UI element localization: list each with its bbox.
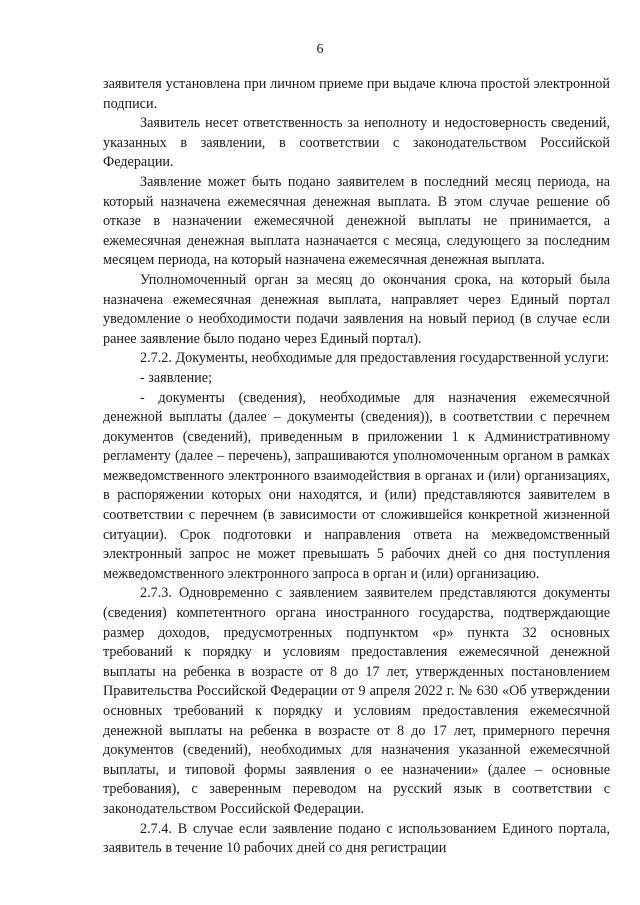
paragraph-continuation: заявителя установлена при личном приеме при выдаче ключа простой электронной подписи. (103, 76, 610, 112)
page-number: 6 (316, 42, 324, 57)
list-item-application: - заявление; (140, 369, 213, 386)
paragraph-responsibility: Заявитель несет ответственность за неполноту и недостоверность сведений, указанных в заявлении, в соответствии с законодательством Российской Федерации. (103, 115, 610, 171)
document-body (103, 75, 610, 859)
paragraph-2-7-4: 2.7.4. В случае если заявление подано с использованием Единого портала, заявитель в течение 10 рабочих дней со дня регистрации (103, 820, 610, 857)
list-item-documents: - документы (сведения), необходимые для назначения ежемесячной денежной выплаты (далее – документы (сведения)), в соответствии с перечнем документов (сведений), приведенным в приложении 1 к Административному регламенту (далее – перечень), запрашиваются уполномоченным органом в рамках межведомственного электронного взаимодействия в органах и (или) организациях, в распоряжении которых они находятся, и (или) представляются заявителем в соответствии с перечнем (в зависимости от сложившейся конкретной жизненной ситуации). Срок подготовки и направления ответа на межведомственный электронный запрос не может превышать 5 рабочих дней со дня поступления межведомственного электронного запроса в орган и (или) организацию. (103, 389, 610, 582)
paragraph-2-7-2: 2.7.2. Документы, необходимые для предоставления государственной услуги: (140, 350, 610, 367)
paragraph-last-month-application: Заявление может быть подано заявителем в последний месяц периода, на который назначена ежемесячная денежная выплата. В этом случае решение об отказе в назначении ежемесячной денежной выплаты не принимается, а ежемесячная денежная выплата назначается с месяца, следующего за последним месяцем периода, на который назначена ежемесячная денежная выплата. (103, 173, 610, 269)
paragraph-2-7-3: 2.7.3. Одновременно с заявлением заявителем представляются документы (сведения) компетентного органа иностранного государства, подтверждающие размер доходов, предусмотренных подпунктом «р» пункта 32 основных требований к порядку и условиям предоставления ежемесячной денежной выплаты на ребенка в возрасте от 8 до 17 лет, утвержденных постановлением Правительства Российской Федерации от 9 апреля 2022 г. № 630 «Об утверждении основных требований к порядку и условиям предоставления ежемесячной денежной выплаты на ребенка в возрасте от 8 до 17 лет, примерного перечня документов (сведений), необходимых для назначения указанной ежемесячной выплаты, и типовой формы заявления о ее назначении» (далее – основные требования), с заверенным переводом на русский язык в соответствии с законодательством Российской Федерации. (103, 585, 610, 817)
paragraph-notification: Уполномоченный орган за месяц до окончания срока, на который была назначена ежемесячная денежная выплата, направляет через Единый портал уведомление о необходимости подачи заявления на новый период (в случае если ранее заявление было подано через Единый портал). (103, 271, 610, 347)
